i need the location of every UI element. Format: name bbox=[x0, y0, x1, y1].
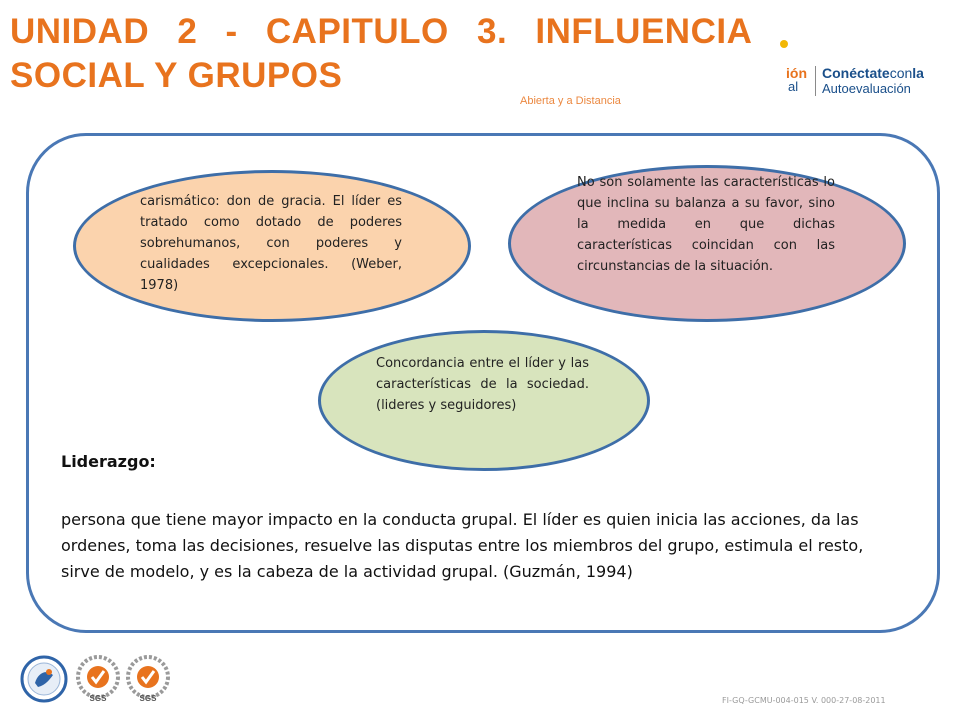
sgs-certification-seal-icon-2 bbox=[124, 655, 172, 703]
document-code: FI-GQ-GCMU-004-015 V. 000-27-08-2011 bbox=[722, 696, 886, 705]
title-line-1: UNIDAD 2 - CAPITULO 3. INFLUENCIA bbox=[10, 12, 753, 51]
title-line-2: SOCIAL Y GRUPOS bbox=[10, 56, 343, 95]
slide-title bbox=[10, 10, 800, 98]
sgs-certification-seal-icon bbox=[74, 655, 122, 703]
definition-text: persona que tiene mayor impacto en la conducta grupal. El líder es quien inicia las acciones, da las ordenes, toma las decisiones, resuelve las disputas entre los miembros del grupo, estimula el resto, sirve de modelo, y es la cabeza de la actividad grupal. (Guzmán, 1994) bbox=[61, 510, 864, 581]
bubble-concordance-text: Concordancia entre el líder y las características de la sociedad. (lideres y seguidores) bbox=[376, 356, 589, 413]
svg-text:SGS: SGS bbox=[139, 694, 157, 703]
brand-fragment-bottom: al bbox=[788, 79, 799, 94]
bubble-circumstances-text: No son solamente las características lo que inclina su balanza a su favor, sino la medida en que dichas características coincidan con las circunstancias de la situación. bbox=[577, 175, 835, 274]
institution-seal-icon bbox=[20, 655, 68, 703]
brand-name-light: con bbox=[889, 65, 913, 81]
brand-name bbox=[822, 66, 924, 81]
definition-heading: Liderazgo: bbox=[61, 452, 156, 471]
header-subtitle-fragment: Abierta y a Distancia bbox=[520, 95, 621, 107]
brand-fragment-top: ión bbox=[786, 65, 807, 81]
brand-name-bold: Conéctate bbox=[822, 65, 890, 81]
svg-text:SGS: SGS bbox=[89, 694, 107, 703]
brand-logo bbox=[770, 58, 960, 106]
brand-accent-dot bbox=[780, 40, 788, 48]
bubble-charisma-text: carismático: don de gracia. El líder es tratado como dotado de poderes sobrehumanos, con poderes y cualidades excepcionales. (Weber, 1978) bbox=[140, 194, 402, 293]
brand-separator bbox=[815, 66, 816, 96]
brand-name-end: la bbox=[912, 65, 924, 81]
brand-subline: Autoevaluación bbox=[822, 81, 911, 96]
